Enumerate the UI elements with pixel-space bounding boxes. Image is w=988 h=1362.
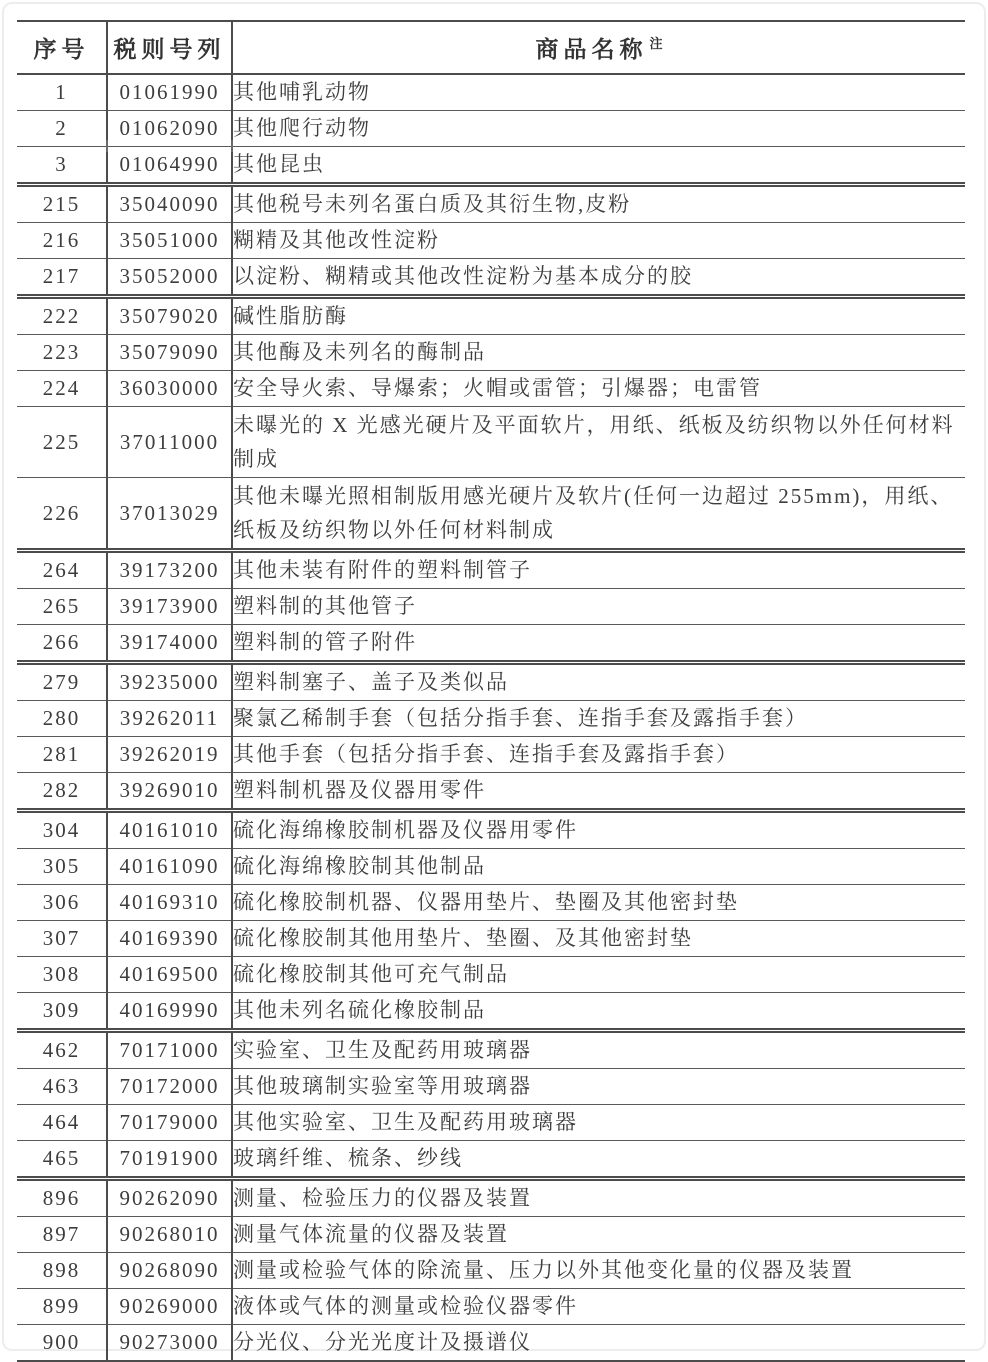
- tariff-code-cell: 70191900: [107, 1141, 232, 1179]
- tariff-code-cell: 90269000: [107, 1289, 232, 1325]
- tariff-code-cell: 35079020: [107, 297, 232, 335]
- tariff-code-cell: 40169390: [107, 921, 232, 957]
- table-row: [17, 74, 965, 111]
- commodity-name-cell: 其他爬行动物: [232, 111, 965, 147]
- commodity-name-cell: 实验室、卫生及配药用玻璃器: [232, 1031, 965, 1069]
- table-row: [17, 625, 965, 663]
- table-row: [17, 147, 965, 185]
- tariff-code-cell: 35052000: [107, 259, 232, 297]
- commodity-name-cell: 其他哺乳动物: [232, 74, 965, 111]
- tariff-code-cell: 01062090: [107, 111, 232, 147]
- header-row: [17, 21, 965, 74]
- serial-number-cell: 465: [17, 1141, 107, 1179]
- header-tariff-code-label: 税则号列: [113, 37, 226, 62]
- table-row: [17, 993, 965, 1031]
- serial-number-cell: 264: [17, 551, 107, 589]
- commodity-name-cell: 硫化橡胶制其他可充气制品: [232, 957, 965, 993]
- serial-number-cell: 462: [17, 1031, 107, 1069]
- serial-number-cell: 281: [17, 737, 107, 773]
- header-serial-number-label: 序号: [33, 37, 90, 62]
- serial-number-cell: 266: [17, 625, 107, 663]
- tariff-code-cell: 40169310: [107, 885, 232, 921]
- serial-number-cell: 896: [17, 1179, 107, 1217]
- table-row: [17, 371, 965, 407]
- tariff-table: [17, 20, 965, 1362]
- table-row: [17, 773, 965, 811]
- table-row: [17, 1031, 965, 1069]
- column-rule-stub-1: [106, 140, 108, 152]
- tariff-code-cell: 35079090: [107, 335, 232, 371]
- serial-number-cell: 265: [17, 589, 107, 625]
- commodity-name-cell: 聚氯乙稀制手套（包括分指手套、连指手套及露指手套）: [232, 701, 965, 737]
- table-row: [17, 551, 965, 589]
- tariff-code-cell: 40161090: [107, 849, 232, 885]
- table-row: [17, 335, 965, 371]
- serial-number-cell: 305: [17, 849, 107, 885]
- header-tariff-code: [107, 21, 232, 74]
- table-row: [17, 297, 965, 335]
- commodity-name-cell: 未曝光的 X 光感光硬片及平面软片，用纸、纸板及纺织物以外任何材料制成: [232, 407, 965, 478]
- table-row: [17, 1069, 965, 1105]
- serial-number-cell: 222: [17, 297, 107, 335]
- serial-number-cell: 226: [17, 478, 107, 551]
- header-commodity-name-label: 商品名称: [535, 37, 648, 62]
- table-row: [17, 407, 965, 478]
- table-row: [17, 1141, 965, 1179]
- serial-number-cell: 307: [17, 921, 107, 957]
- commodity-name-cell: 其他酶及未列名的酶制品: [232, 335, 965, 371]
- tariff-code-cell: 37013029: [107, 478, 232, 551]
- tariff-code-cell: 39262019: [107, 737, 232, 773]
- tariff-code-cell: 01061990: [107, 74, 232, 111]
- table-row: [17, 1105, 965, 1141]
- commodity-name-cell: 其他手套（包括分指手套、连指手套及露指手套）: [232, 737, 965, 773]
- serial-number-cell: 223: [17, 335, 107, 371]
- commodity-name-cell: 其他未曝光照相制版用感光硬片及软片(任何一边超过 255mm)，用纸、纸板及纺织物以外任何材料制成: [232, 478, 965, 551]
- serial-number-cell: 464: [17, 1105, 107, 1141]
- column-rule-stub-2: [231, 140, 233, 152]
- serial-number-cell: 279: [17, 663, 107, 701]
- tariff-code-cell: 70172000: [107, 1069, 232, 1105]
- table-header: [17, 21, 965, 74]
- table-row: [17, 259, 965, 297]
- tariff-code-cell: 90268090: [107, 1253, 232, 1289]
- commodity-name-cell: 碱性脂肪酶: [232, 297, 965, 335]
- tariff-code-cell: 70179000: [107, 1105, 232, 1141]
- table-row: [17, 885, 965, 921]
- commodity-name-cell: 测量或检验气体的除流量、压力以外其他变化量的仪器及装置: [232, 1253, 965, 1289]
- table-row: [17, 737, 965, 773]
- table-row: [17, 1253, 965, 1289]
- commodity-name-cell: 塑料制机器及仪器用零件: [232, 773, 965, 811]
- tariff-code-cell: 35040090: [107, 185, 232, 223]
- tariff-code-cell: 90273000: [107, 1325, 232, 1362]
- table-row: [17, 223, 965, 259]
- table-row: [17, 957, 965, 993]
- tariff-code-cell: 39173200: [107, 551, 232, 589]
- serial-number-cell: 897: [17, 1217, 107, 1253]
- tariff-code-cell: 39269010: [107, 773, 232, 811]
- table-row: [17, 849, 965, 885]
- tariff-code-cell: 90268010: [107, 1217, 232, 1253]
- serial-number-cell: 216: [17, 223, 107, 259]
- header-commodity-name: [232, 21, 965, 74]
- tariff-code-cell: 39174000: [107, 625, 232, 663]
- commodity-name-cell: 液体或气体的测量或检验仪器零件: [232, 1289, 965, 1325]
- tariff-code-cell: 39173900: [107, 589, 232, 625]
- tariff-code-cell: 01064990: [107, 147, 232, 185]
- commodity-name-cell: 塑料制塞子、盖子及类似品: [232, 663, 965, 701]
- commodity-name-cell: 以淀粉、糊精或其他改性淀粉为基本成分的胶: [232, 259, 965, 297]
- table-row: [17, 811, 965, 849]
- table-row: [17, 701, 965, 737]
- serial-number-cell: 224: [17, 371, 107, 407]
- serial-number-cell: 225: [17, 407, 107, 478]
- table-row: [17, 663, 965, 701]
- tariff-code-cell: 39235000: [107, 663, 232, 701]
- serial-number-cell: 309: [17, 993, 107, 1031]
- serial-number-cell: 304: [17, 811, 107, 849]
- header-note-superscript: 注: [649, 36, 663, 52]
- table-row: [17, 589, 965, 625]
- table-row: [17, 478, 965, 551]
- serial-number-cell: 898: [17, 1253, 107, 1289]
- table-row: [17, 185, 965, 223]
- tariff-table-wrap: [17, 20, 965, 1362]
- table-row: [17, 1289, 965, 1325]
- commodity-name-cell: 硫化橡胶制其他用垫片、垫圈、及其他密封垫: [232, 921, 965, 957]
- serial-number-cell: 306: [17, 885, 107, 921]
- table-row: [17, 1217, 965, 1253]
- commodity-name-cell: 硫化橡胶制机器、仪器用垫片、垫圈及其他密封垫: [232, 885, 965, 921]
- tariff-code-cell: 36030000: [107, 371, 232, 407]
- serial-number-cell: 900: [17, 1325, 107, 1362]
- commodity-name-cell: 其他未列名硫化橡胶制品: [232, 993, 965, 1031]
- serial-number-cell: 2: [17, 111, 107, 147]
- serial-number-cell: 308: [17, 957, 107, 993]
- tariff-code-cell: 37011000: [107, 407, 232, 478]
- commodity-name-cell: 测量、检验压力的仪器及装置: [232, 1179, 965, 1217]
- commodity-name-cell: 分光仪、分光光度计及摄谱仪: [232, 1325, 965, 1362]
- serial-number-cell: 215: [17, 185, 107, 223]
- serial-number-cell: 899: [17, 1289, 107, 1325]
- commodity-name-cell: 硫化海绵橡胶制其他制品: [232, 849, 965, 885]
- serial-number-cell: 3: [17, 147, 107, 185]
- table-row: [17, 1325, 965, 1362]
- commodity-name-cell: 糊精及其他改性淀粉: [232, 223, 965, 259]
- tariff-code-cell: 40169500: [107, 957, 232, 993]
- commodity-name-cell: 其他玻璃制实验室等用玻璃器: [232, 1069, 965, 1105]
- tariff-code-cell: 90262090: [107, 1179, 232, 1217]
- serial-number-cell: 463: [17, 1069, 107, 1105]
- tariff-code-cell: 40169990: [107, 993, 232, 1031]
- commodity-name-cell: 硫化海绵橡胶制机器及仪器用零件: [232, 811, 965, 849]
- serial-number-cell: 282: [17, 773, 107, 811]
- commodity-name-cell: 其他未装有附件的塑料制管子: [232, 551, 965, 589]
- commodity-name-cell: 其他昆虫: [232, 147, 965, 185]
- commodity-name-cell: 其他税号未列名蛋白质及其衍生物,皮粉: [232, 185, 965, 223]
- serial-number-cell: 1: [17, 74, 107, 111]
- commodity-name-cell: 塑料制的其他管子: [232, 589, 965, 625]
- tariff-code-cell: 39262011: [107, 701, 232, 737]
- table-body: [17, 74, 965, 1361]
- serial-number-cell: 217: [17, 259, 107, 297]
- commodity-name-cell: 塑料制的管子附件: [232, 625, 965, 663]
- tariff-code-cell: 35051000: [107, 223, 232, 259]
- table-row: [17, 1179, 965, 1217]
- commodity-name-cell: 玻璃纤维、梳条、纱线: [232, 1141, 965, 1179]
- table-row: [17, 921, 965, 957]
- tariff-code-cell: 70171000: [107, 1031, 232, 1069]
- commodity-name-cell: 安全导火索、导爆索；火帽或雷管；引爆器；电雷管: [232, 371, 965, 407]
- commodity-name-cell: 测量气体流量的仪器及装置: [232, 1217, 965, 1253]
- serial-number-cell: 280: [17, 701, 107, 737]
- commodity-name-cell: 其他实验室、卫生及配药用玻璃器: [232, 1105, 965, 1141]
- header-serial-number: [17, 21, 107, 74]
- table-row: [17, 111, 965, 147]
- tariff-code-cell: 40161010: [107, 811, 232, 849]
